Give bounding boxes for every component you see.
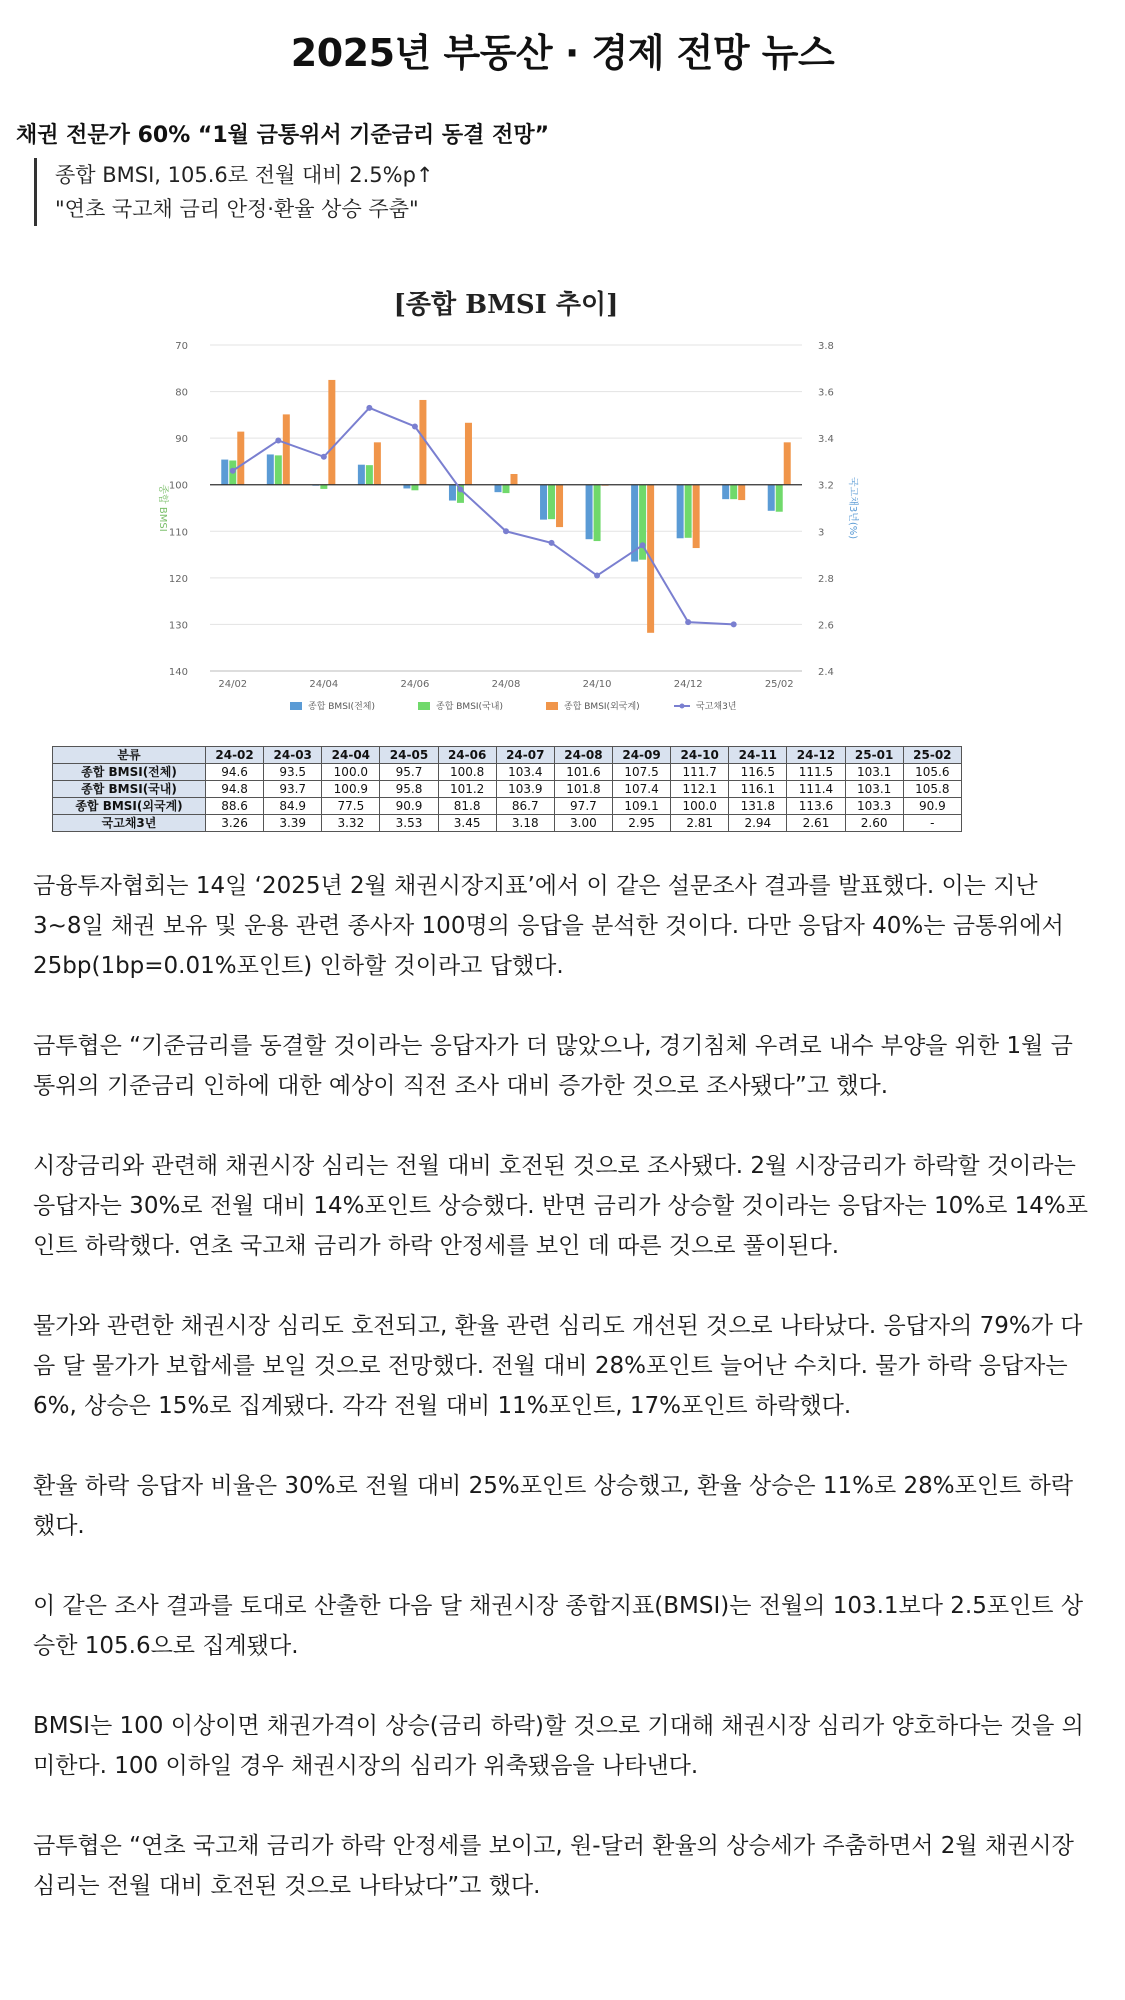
- bmsi-data-table: [52, 746, 962, 832]
- table-cell: 105.8: [903, 781, 961, 798]
- bmsi-chart-svg: [40, 275, 880, 735]
- article-subhead: [34, 158, 434, 226]
- line-point-11: [731, 621, 737, 627]
- line-point-4: [412, 424, 418, 430]
- table-cell: 131.8: [729, 798, 787, 815]
- bar-1-10: [685, 485, 692, 538]
- table-cell: 94.6: [206, 764, 264, 781]
- bar-2-3: [374, 442, 381, 484]
- legend-swatch-2: [546, 702, 558, 710]
- y2-tick-label: 3: [818, 527, 825, 539]
- article-body: [33, 866, 1088, 1946]
- table-header-cell: 24-04: [322, 747, 380, 764]
- table-cell: 112.1: [671, 781, 729, 798]
- bar-0-1: [267, 454, 274, 484]
- table-row: [53, 764, 962, 781]
- table-cell: 3.18: [496, 815, 554, 832]
- table-header-cell: 24-02: [206, 747, 264, 764]
- legend-swatch-0: [290, 702, 302, 710]
- table-cell: 100.0: [671, 798, 729, 815]
- bar-1-12: [776, 485, 783, 512]
- table-row-label: 종합 BMSI(전체): [53, 764, 206, 781]
- bar-0-3: [358, 465, 365, 485]
- table-cell: 2.81: [671, 815, 729, 832]
- page-title: 2025년 부동산 · 경제 전망 뉴스: [290, 31, 835, 75]
- table-cell: 101.2: [438, 781, 496, 798]
- article-paragraph: 시장금리와 관련해 채권시장 심리는 전월 대비 호전된 것으로 조사됐다. 2월 시장금리가 하락할 것이라는 응답자는 30%로 전월 대비 14%포인트 상승했다. 반면 금리가 상승할 것이라는 응답자는 10%로 14%포인트 하락했다. 연초 국고채 금리가 하락 안정세를 보인 데 따른 것으로 풀이된다.: [33, 1153, 1088, 1259]
- article-paragraph: BMSI는 100 이상이면 채권가격이 상승(금리 하락)할 것으로 기대해 채권시장 심리가 양호하다는 것을 의미한다. 100 이하일 경우 채권시장의 심리가 위축됐음을 나타낸다.: [33, 1713, 1084, 1779]
- table-cell: 111.5: [787, 764, 845, 781]
- table-cell: 3.45: [438, 815, 496, 832]
- table-row: [53, 815, 962, 832]
- bar-1-11: [730, 485, 737, 499]
- table-header-cell: 24-09: [612, 747, 670, 764]
- table-cell: 103.4: [496, 764, 554, 781]
- table-cell: 101.6: [554, 764, 612, 781]
- table-cell: 113.6: [787, 798, 845, 815]
- y-tick-label: 100: [168, 480, 188, 492]
- bar-2-1: [283, 414, 290, 484]
- table-header-cell: 분류: [53, 747, 206, 764]
- table-cell: 86.7: [496, 798, 554, 815]
- y2-tick-label: 3.6: [818, 387, 834, 399]
- legend-label: 국고채3년: [696, 702, 737, 712]
- table-header-cell: 24-12: [787, 747, 845, 764]
- line-point-9: [640, 542, 646, 548]
- bar-1-7: [548, 485, 555, 519]
- bar-1-6: [503, 485, 510, 493]
- table-cell: 90.9: [903, 798, 961, 815]
- y-tick-label: 80: [175, 387, 188, 399]
- line-series-path: [233, 408, 734, 625]
- table-cell: 95.7: [380, 764, 438, 781]
- y-tick-label: 120: [168, 573, 188, 585]
- bar-2-2: [328, 380, 335, 485]
- table-cell: 109.1: [612, 798, 670, 815]
- legend-swatch-1: [418, 702, 430, 710]
- article-paragraph: 이 같은 조사 결과를 토대로 산출한 다음 달 채권시장 종합지표(BMSI)는 전월의 103.1보다 2.5포인트 상승한 105.6으로 집계됐다.: [33, 1593, 1084, 1659]
- bar-1-2: [320, 485, 327, 489]
- table-cell: 88.6: [206, 798, 264, 815]
- bar-2-10: [693, 485, 700, 548]
- table-cell: 77.5: [322, 798, 380, 815]
- subhead-line-2: "연초 국고채 금리 안정·환율 상승 주춤": [55, 197, 419, 221]
- y-tick-label: 90: [175, 434, 188, 446]
- x-tick-label: 24/10: [582, 679, 612, 690]
- table-cell: 2.61: [787, 815, 845, 832]
- table-header-cell: 24-11: [729, 747, 787, 764]
- table-header-cell: 25-01: [845, 747, 903, 764]
- bar-0-8: [586, 485, 593, 539]
- y-tick-label: 110: [168, 527, 188, 539]
- table-cell: 93.5: [264, 764, 322, 781]
- table-cell: 116.5: [729, 764, 787, 781]
- chart-title: [종합 BMSI 추이]: [393, 290, 619, 320]
- table-cell: 111.7: [671, 764, 729, 781]
- table-cell: 100.0: [322, 764, 380, 781]
- y2-tick-label: 3.8: [818, 341, 834, 352]
- y2-tick-label: 2.8: [818, 573, 834, 585]
- x-tick-label: 24/08: [491, 679, 521, 690]
- bar-0-12: [768, 485, 775, 511]
- bar-2-12: [784, 442, 791, 484]
- table-cell: 107.5: [612, 764, 670, 781]
- table-cell: 2.94: [729, 815, 787, 832]
- bar-0-10: [677, 485, 684, 539]
- y-axis-label: 종합 BMSI: [157, 484, 168, 532]
- legend-label: 종합 BMSI(국내): [436, 702, 503, 712]
- table-cell: 2.95: [612, 815, 670, 832]
- table-cell: 2.60: [845, 815, 903, 832]
- table-cell: 111.4: [787, 781, 845, 798]
- table-cell: 100.9: [322, 781, 380, 798]
- line-point-5: [457, 486, 463, 492]
- x-tick-label: 25/02: [764, 679, 794, 690]
- table-cell: 93.7: [264, 781, 322, 798]
- table-cell: 84.9: [264, 798, 322, 815]
- line-point-2: [321, 454, 327, 460]
- table-cell: 81.8: [438, 798, 496, 815]
- line-point-3: [366, 405, 372, 411]
- x-tick-label: 24/02: [218, 679, 248, 690]
- bar-2-11: [738, 485, 745, 500]
- article-paragraph: 금융투자협회는 14일 ‘2025년 2월 채권시장지표’에서 이 같은 설문조사 결과를 발표했다. 이는 지난 3~8일 채권 보유 및 운용 관련 종사자 100명의 응답을 분석한 것이다. 다만 응답자 40%는 금통위에서 25bp(1bp=0.01%포인트) 인하할 것이라고 답했다.: [33, 873, 1064, 979]
- bar-2-6: [511, 474, 518, 485]
- x-tick-label: 24/06: [400, 679, 430, 690]
- bar-1-8: [594, 485, 601, 541]
- table-cell: 101.8: [554, 781, 612, 798]
- y2-tick-label: 3.2: [818, 480, 834, 492]
- y-tick-label: 140: [168, 667, 188, 678]
- table-cell: 97.7: [554, 798, 612, 815]
- table-cell: 94.8: [206, 781, 264, 798]
- article-paragraph: 금투협은 “연초 국고채 금리가 하락 안정세를 보이고, 원-달러 환율의 상승세가 주춤하면서 2월 채권시장 심리는 전월 대비 호전된 것으로 나타났다”고 했다.: [33, 1833, 1074, 1899]
- bar-0-6: [495, 485, 502, 492]
- table-header-cell: 24-10: [671, 747, 729, 764]
- article-paragraph: 환율 하락 응답자 비율은 30%로 전월 대비 25%포인트 상승했고, 환율 상승은 11%로 28%포인트 하락했다.: [33, 1473, 1074, 1539]
- table-header-row: [53, 747, 962, 764]
- line-point-0: [230, 468, 236, 474]
- x-tick-label: 24/04: [309, 679, 339, 690]
- legend-label: 종합 BMSI(외국계): [564, 702, 640, 712]
- y-tick-label: 70: [175, 341, 188, 352]
- bar-1-3: [366, 465, 373, 485]
- article-paragraph: 물가와 관련한 채권시장 심리도 호전되고, 환율 관련 심리도 개선된 것으로 나타났다. 응답자의 79%가 다음 달 물가가 보합세를 보일 것으로 전망했다. 전월 대비 28%포인트 늘어난 수치다. 물가 하락 응답자는 6%, 상승은 15%로 집계됐다. 각각 전월 대비 11%포인트, 17%포인트 하락했다.: [33, 1313, 1083, 1419]
- table-cell: 3.32: [322, 815, 380, 832]
- table-header-cell: 24-07: [496, 747, 554, 764]
- table-header-cell: 24-08: [554, 747, 612, 764]
- line-point-1: [275, 437, 281, 443]
- table-row-label: 종합 BMSI(국내): [53, 781, 206, 798]
- bmsi-chart: [40, 275, 880, 735]
- table-header-cell: 24-03: [264, 747, 322, 764]
- x-tick-label: 24/12: [673, 679, 703, 690]
- table-cell: 105.6: [903, 764, 961, 781]
- bar-2-5: [465, 423, 472, 485]
- table-cell: 3.39: [264, 815, 322, 832]
- table-cell: 103.3: [845, 798, 903, 815]
- bar-1-4: [411, 485, 418, 491]
- bmsi-table: [52, 746, 962, 832]
- y2-tick-label: 3.4: [818, 434, 834, 446]
- table-row: [53, 798, 962, 815]
- subhead-line-1: 종합 BMSI, 105.6로 전월 대비 2.5%p↑: [55, 163, 434, 187]
- table-row-label: 종합 BMSI(외국계): [53, 798, 206, 815]
- line-point-7: [549, 540, 555, 546]
- article-headline: 채권 전문가 60% “1월 금통위서 기준금리 동결 전망”: [16, 123, 550, 148]
- bar-0-0: [221, 460, 228, 485]
- table-cell: 90.9: [380, 798, 438, 815]
- table-cell: 103.9: [496, 781, 554, 798]
- table-cell: -: [903, 815, 961, 832]
- table-cell: 3.00: [554, 815, 612, 832]
- table-cell: 103.1: [845, 781, 903, 798]
- y2-tick-label: 2.6: [818, 620, 834, 632]
- table-cell: 116.1: [729, 781, 787, 798]
- table-cell: 100.8: [438, 764, 496, 781]
- bar-0-7: [540, 485, 547, 520]
- y2-tick-label: 2.4: [818, 667, 834, 678]
- legend-label: 종합 BMSI(전체): [308, 702, 375, 712]
- table-header-cell: 25-02: [903, 747, 961, 764]
- table-header-cell: 24-06: [438, 747, 496, 764]
- line-point-8: [594, 573, 600, 579]
- bar-2-7: [556, 485, 563, 527]
- table-header-cell: 24-05: [380, 747, 438, 764]
- y-tick-label: 130: [168, 620, 188, 632]
- legend-line-dot: [680, 704, 685, 709]
- table-row-label: 국고채3년: [53, 815, 206, 832]
- line-point-6: [503, 528, 509, 534]
- table-cell: 3.53: [380, 815, 438, 832]
- table-cell: 103.1: [845, 764, 903, 781]
- line-point-10: [685, 619, 691, 625]
- bar-0-11: [722, 485, 729, 499]
- bar-0-5: [449, 485, 456, 501]
- article-paragraph: 금투협은 “기준금리를 동결할 것이라는 응답자가 더 많았으나, 경기침체 우려로 내수 부양을 위한 1월 금통위의 기준금리 인하에 대한 예상이 직전 조사 대비 증가한 것으로 조사됐다”고 했다.: [33, 1033, 1073, 1099]
- table-cell: 3.26: [206, 815, 264, 832]
- table-cell: 107.4: [612, 781, 670, 798]
- table-row: [53, 781, 962, 798]
- bar-1-1: [275, 455, 282, 484]
- bar-2-0: [237, 432, 244, 485]
- y2-axis-label: 국고채3년(%): [847, 476, 858, 540]
- table-cell: 95.8: [380, 781, 438, 798]
